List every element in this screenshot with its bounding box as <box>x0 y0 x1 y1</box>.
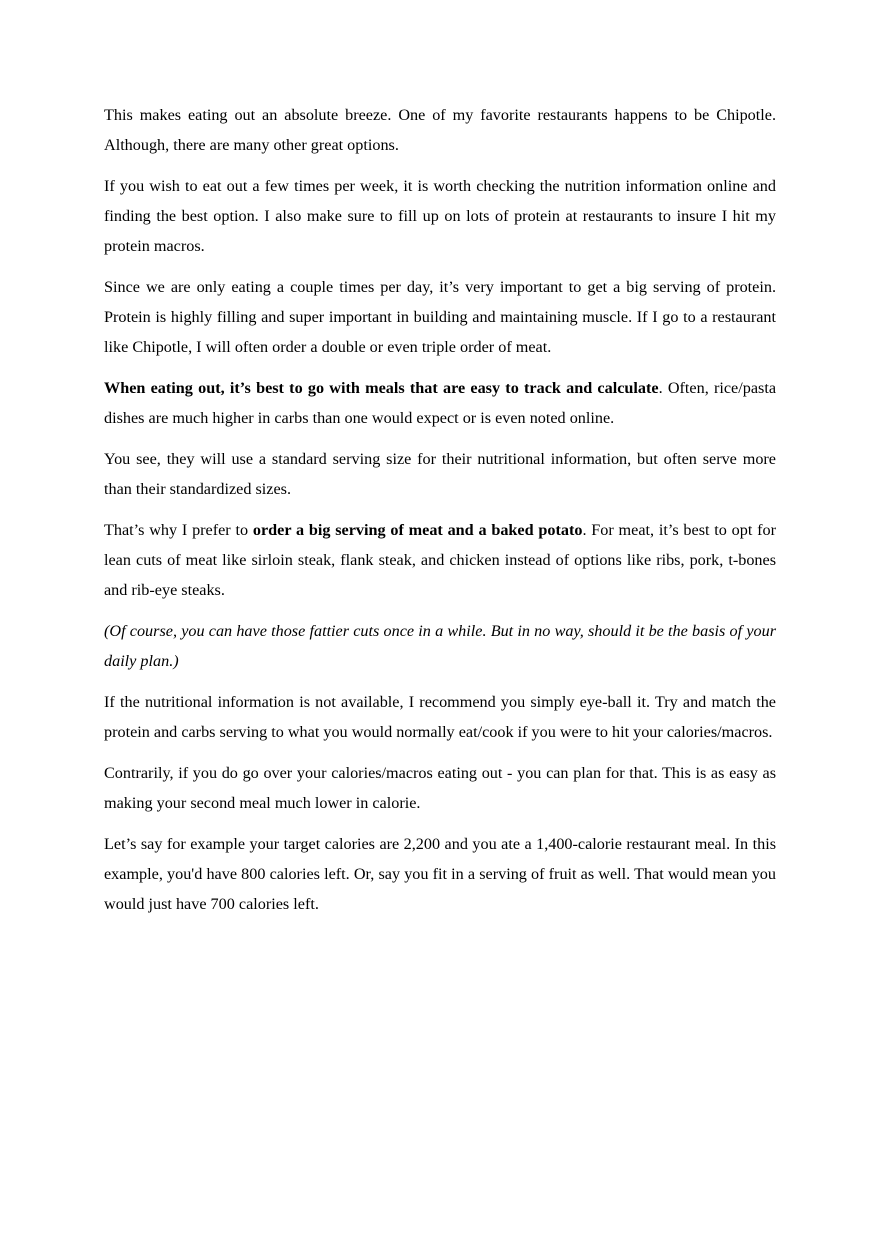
paragraph-fattier-cuts-note: (Of course, you can have those fattier cuts once in a while. But in no way, should it be the basis of your daily plan.) <box>104 622 776 670</box>
paragraph-chipotle: This makes eating out an absolute breeze. One of my favorite restaurants happens to be Chipotle. Although, there are many other great options. <box>104 106 776 154</box>
paragraph-easy-to-track-rest: . Often, rice/pasta dishes are much higher in carbs than one would expect or is even noted online. <box>104 379 777 427</box>
paragraph-meat-and-potato-lead: That’s why I prefer to <box>104 521 253 539</box>
paragraph-nutrition-info: If you wish to eat out a few times per week, it is worth checking the nutrition information online and finding the best option. I also make sure to fill up on lots of protein at restaurants to insure I hit my protein macros. <box>104 177 776 255</box>
emphasis-easy-to-track: When eating out, it’s best to go with meals that are easy to track and calculate <box>104 379 659 397</box>
paragraph-eye-ball: If the nutritional information is not available, I recommend you simply eye-ball it. Try and match the protein and carbs serving to what you would normally eat/cook if you were to hit your calories/macros. <box>104 693 776 741</box>
paragraph-meat-and-potato <box>104 515 776 605</box>
emphasis-meat-and-potato: order a big serving of meat and a baked potato <box>252 521 583 539</box>
paragraph-calorie-example: Let’s say for example your target calories are 2,200 and you ate a 1,400-calorie restaurant meal. In this example, you'd have 800 calories left. Or, say you fit in a serving of fruit as well. That would mean you would just have 700 calories left. <box>104 835 776 913</box>
paragraph-go-over-calories: Contrarily, if you do go over your calories/macros eating out - you can plan for that. This is as easy as making your second meal much lower in calorie. <box>104 764 776 812</box>
document-page <box>104 100 776 930</box>
paragraph-easy-to-track <box>104 373 776 433</box>
paragraph-serving-size: You see, they will use a standard serving size for their nutritional information, but often serve more than their standardized sizes. <box>104 450 776 498</box>
paragraph-meat-and-potato-rest: . For meat, it’s best to opt for lean cuts of meat like sirloin steak, flank steak, and chicken instead of options like ribs, pork, t-bones and rib-eye steaks. <box>104 521 776 599</box>
paragraph-protein-serving: Since we are only eating a couple times per day, it’s very important to get a big serving of protein. Protein is highly filling and super important in building and maintaining muscle. If I go to a restaurant like Chipotle, I will often order a double or even triple order of meat. <box>104 278 776 356</box>
